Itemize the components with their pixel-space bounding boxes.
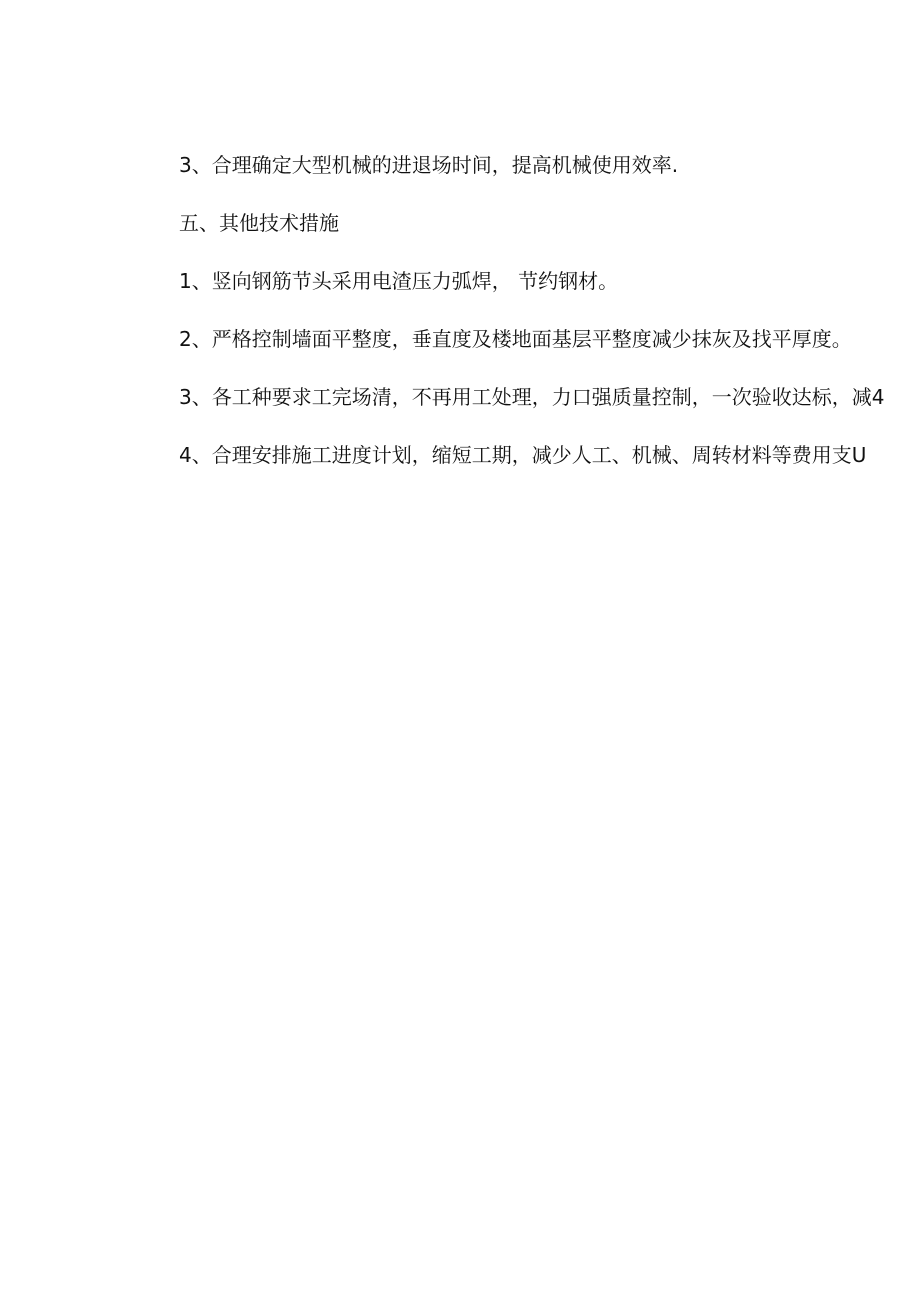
paragraph-item-3-machinery: 3、合理确定大型机械的进退场时间，提高机械使用效率.: [179, 153, 679, 177]
paragraph-item-4-schedule: 4、合理安排施工进度计划，缩短工期，减少人工、机械、周转材料等费用支U: [179, 443, 867, 467]
document-body: [179, 148, 909, 496]
section-heading-other-measures: 五、其他技术措施: [179, 211, 339, 235]
paragraph-item-2-flatness: 2、严格控制墙面平整度，垂直度及楼地面基层平整度减少抹灰及找平厚度。: [179, 327, 852, 351]
paragraph-item-1-welding: 1、竖向钢筋节头采用电渣压力弧焊， 节约钢材。: [179, 269, 619, 293]
paragraph-item-3-cleanup: 3、各工种要求工完场清，不再用工处理，力口强质量控制，一次验收达标，减4: [179, 385, 885, 409]
